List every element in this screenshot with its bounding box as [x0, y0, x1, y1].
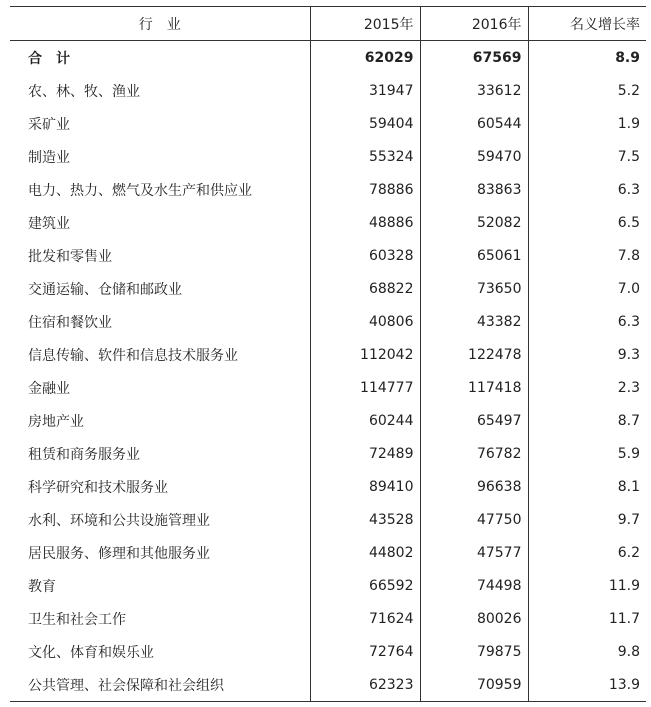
row-2015: 40806	[310, 305, 420, 338]
table-row	[10, 239, 646, 272]
row-industry: 电力、热力、燃气及水生产和供应业	[28, 182, 252, 199]
row-industry: 水利、环境和公共设施管理业	[28, 512, 210, 529]
row-2015: 59404	[310, 107, 420, 140]
row-growth: 6.3	[528, 305, 646, 338]
total-2016: 67569	[420, 41, 528, 75]
header-industry: 行 业	[10, 7, 310, 41]
table-row	[10, 536, 646, 569]
row-growth: 11.9	[528, 569, 646, 602]
row-growth: 6.3	[528, 173, 646, 206]
row-2015: 114777	[310, 371, 420, 404]
table-row	[10, 173, 646, 206]
row-2016: 96638	[420, 470, 528, 503]
row-growth: 2.3	[528, 371, 646, 404]
total-2015: 62029	[310, 41, 420, 75]
row-industry: 信息传输、软件和信息技术服务业	[28, 347, 238, 364]
row-industry: 房地产业	[28, 413, 84, 430]
row-industry: 文化、体育和娱乐业	[28, 644, 154, 661]
row-2015: 31947	[310, 74, 420, 107]
total-growth: 8.9	[528, 41, 646, 75]
row-2016: 122478	[420, 338, 528, 371]
row-2016: 47750	[420, 503, 528, 536]
row-growth: 1.9	[528, 107, 646, 140]
row-industry: 住宿和餐饮业	[28, 314, 112, 331]
header-2015: 2015年	[310, 7, 420, 41]
row-growth: 5.2	[528, 74, 646, 107]
row-growth: 5.9	[528, 437, 646, 470]
wage-table	[10, 6, 646, 702]
row-growth: 7.8	[528, 239, 646, 272]
row-industry: 制造业	[28, 149, 70, 166]
row-industry: 租赁和商务服务业	[28, 446, 140, 463]
table-row	[10, 74, 646, 107]
row-2016: 65497	[420, 404, 528, 437]
table-row	[10, 338, 646, 371]
row-2016: 65061	[420, 239, 528, 272]
row-industry: 科学研究和技术服务业	[28, 479, 168, 496]
row-industry: 公共管理、社会保障和社会组织	[10, 668, 310, 702]
row-industry: 农、林、牧、渔业	[28, 83, 140, 100]
table-row	[10, 206, 646, 239]
row-2015: 66592	[310, 569, 420, 602]
row-growth: 6.2	[528, 536, 646, 569]
row-growth: 7.5	[528, 140, 646, 173]
row-2016: 60544	[420, 107, 528, 140]
row-2015: 72764	[310, 635, 420, 668]
row-industry: 批发和零售业	[28, 248, 112, 265]
table-row	[10, 272, 646, 305]
table-row	[10, 371, 646, 404]
row-growth: 9.8	[528, 635, 646, 668]
row-2016: 43382	[420, 305, 528, 338]
row-industry: 采矿业	[28, 116, 70, 133]
row-growth: 8.7	[528, 404, 646, 437]
row-2015: 112042	[310, 338, 420, 371]
table-body	[10, 41, 646, 702]
row-industry: 卫生和社会工作	[28, 611, 126, 628]
row-2016: 33612	[420, 74, 528, 107]
table-row	[10, 437, 646, 470]
row-growth: 9.7	[528, 503, 646, 536]
row-growth: 7.0	[528, 272, 646, 305]
row-2015: 44802	[310, 536, 420, 569]
table-row	[10, 140, 646, 173]
row-2015: 89410	[310, 470, 420, 503]
row-2016: 47577	[420, 536, 528, 569]
row-2016: 117418	[420, 371, 528, 404]
row-2015: 72489	[310, 437, 420, 470]
row-2016: 73650	[420, 272, 528, 305]
row-2016: 52082	[420, 206, 528, 239]
row-2016: 59470	[420, 140, 528, 173]
header-growth: 名义增长率	[528, 7, 646, 41]
row-2015: 68822	[310, 272, 420, 305]
table-row	[10, 404, 646, 437]
header-2016: 2016年	[420, 7, 528, 41]
row-2016: 83863	[420, 173, 528, 206]
header-row	[10, 7, 646, 41]
row-2016: 70959	[420, 668, 528, 702]
row-2016: 76782	[420, 437, 528, 470]
total-label: 合 计	[28, 50, 70, 67]
row-2015: 78886	[310, 173, 420, 206]
row-2016: 74498	[420, 569, 528, 602]
row-industry: 建筑业	[28, 215, 70, 232]
row-growth: 6.5	[528, 206, 646, 239]
table-row	[10, 635, 646, 668]
row-2015: 43528	[310, 503, 420, 536]
row-growth: 13.9	[528, 668, 646, 702]
table-row	[10, 668, 646, 702]
row-growth: 8.1	[528, 470, 646, 503]
table-row	[10, 569, 646, 602]
row-growth: 9.3	[528, 338, 646, 371]
table-row	[10, 602, 646, 635]
row-industry: 交通运输、仓储和邮政业	[28, 281, 182, 298]
row-2015: 71624	[310, 602, 420, 635]
row-industry: 居民服务、修理和其他服务业	[28, 545, 210, 562]
row-industry: 金融业	[28, 380, 70, 397]
row-2016: 80026	[420, 602, 528, 635]
row-2015: 62323	[310, 668, 420, 702]
row-growth: 11.7	[528, 602, 646, 635]
table-row	[10, 107, 646, 140]
row-2015: 48886	[310, 206, 420, 239]
row-2015: 60244	[310, 404, 420, 437]
total-row	[10, 41, 646, 75]
row-2015: 60328	[310, 239, 420, 272]
table-row	[10, 470, 646, 503]
row-industry: 教育	[28, 578, 56, 595]
row-2016: 79875	[420, 635, 528, 668]
table-row	[10, 503, 646, 536]
table-header	[10, 7, 646, 41]
table-row	[10, 305, 646, 338]
row-2015: 55324	[310, 140, 420, 173]
